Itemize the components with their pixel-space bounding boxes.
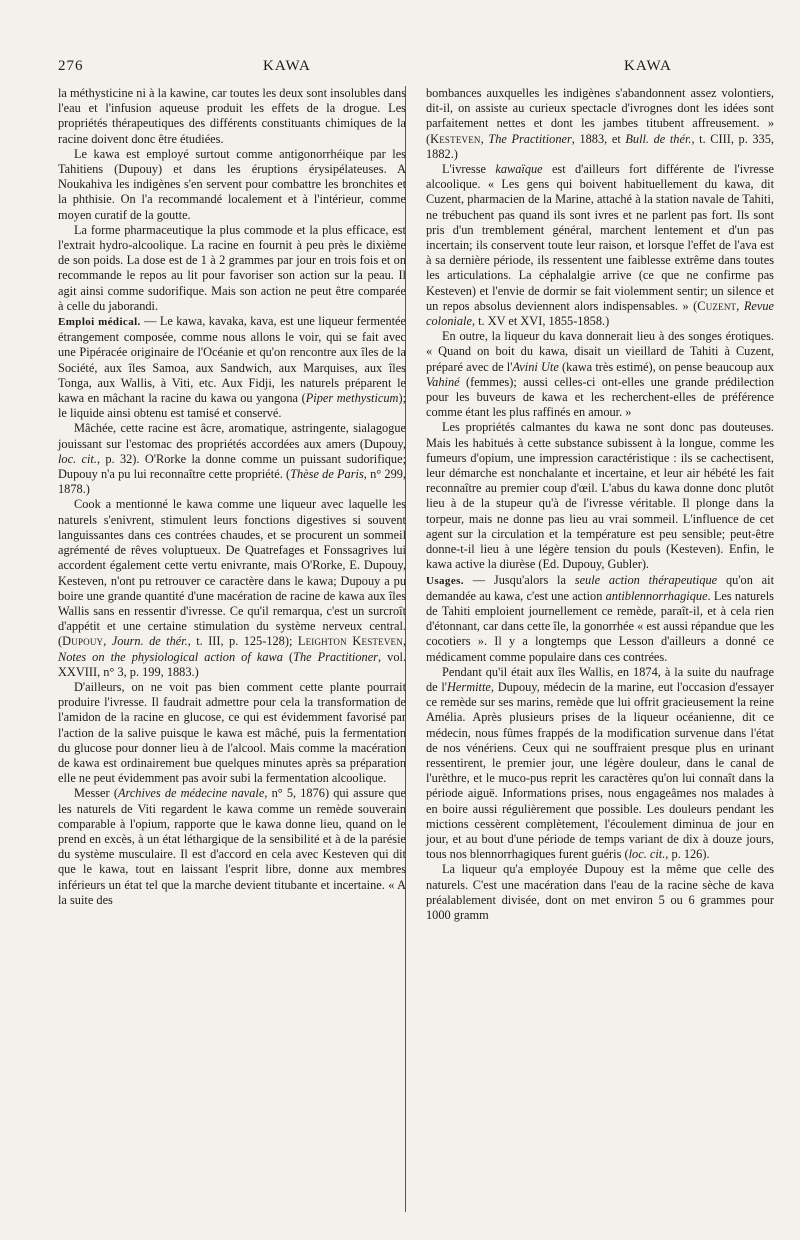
paragraph: Le kawa est employé surtout comme antigonorrhéique par les Tahitiens (Dupouy) et dans les éruptions érysipélateuses. A Noukahiva les indigènes s'en servent pour combattre les bronchites et la phthisie. On l'a recommandé localement et à l'intérieur, comme moyen curatif de la goutte.: [58, 146, 406, 222]
paragraph: Les propriétés calmantes du kawa ne sont donc pas douteuses. Mais les habitués à cette substance subissent à la longue, comme les fumeurs d'opium, une impression caractéristique : ils se cachectisent, leur démarche est nonchalante et incertaine, et leur air hébété les fait reconnaître au premier coup d'œil. L'abus du kawa donne donc plutôt lieu à de la stupeur qu'à de l'ivresse véritable. Il plonge dans la torpeur, mais ne donne pas lieu au vrai sommeil. L'influence de cet agent sur la circulation et la température est peu sensible; peut-être donne-t-il lieu à une légère tension du pouls (Kesteven). Enfin, le kawa active la diurèse (Ed. Dupouy, Gubler).: [426, 420, 774, 572]
paragraph: bombances auxquelles les indigènes s'abandonnent assez volontiers, dit-il, on assiste au curieux spectacle d'ivrognes dont les idées sont parfaitement nettes et dont les jambes titubent affreusement. » (Kesteven, The Practitioner, 1883, et Bull. de thér., t. CIII, p. 335, 1882.): [426, 86, 774, 161]
section-heading: Usages.: [426, 574, 464, 587]
paragraph-emploi-medical: Emploi médical. — Le kawa, kavaka, kava, est une liqueur fermentée étrangement composée, comme nous allons le voir, qui se fait avec une Pipéracée originaire de l'Océanie et qu'on rencontre aux îles de la Société, aux îles Samoa, aux Sandwich, aux Marquises, aux îles Tonga, aux Wallis, à Viti, etc. Aux Fidji, les naturels préparent le kawa en mâchant la racine du kawa ou yangona (Piper methysticum); le liquide ainsi obtenu est tamisé et conservé.: [58, 314, 407, 421]
paragraph: La forme pharmaceutique la plus commode et la plus efficace, est l'extrait hydro-alcoolique. La racine en fournit à peu près le dixième de son poids. La dose est de 1 à 2 grammes par jour en trois fois et on recommande le repos au lit pour favoriser son action sur la peau. Il agit ainsi comme sudorifique. Mais son action ne peut être comparée à celle du jaborandi.: [58, 222, 406, 313]
running-title-right: KAWA: [624, 58, 672, 74]
section-heading: Emploi médical.: [58, 316, 141, 329]
running-title-left: KAWA: [263, 58, 311, 74]
paragraph: D'ailleurs, on ne voit pas bien comment cette plante pourrait produire l'ivresse. Il faudrait admettre pour cela la transformation de l'amidon de la racine en glucose, ce qui est évidemment favorisé par l'action de la salive puisque le kawa est mâché, puis la fermentation du glucose pour donner lieu à de l'alcool. Mais comme la macération de kawa est ordinairement bue quelques minutes après sa préparation elle ne peut évidemment pas avoir subi la fermentation alcoolique.: [58, 679, 406, 786]
paragraph: Mâchée, cette racine est âcre, aromatique, astringente, sialagogue jouissant sur l'estomac des propriétés accordées aux amers (Dupouy, loc. cit., p. 32). O'Rorke la donne comme un puissant sudorifique; Dupouy n'a pu lui reconnaître cette propriété. (Thèse de Paris, n° 299, 1878.): [58, 421, 407, 497]
paragraph: En outre, la liqueur du kava donnerait lieu à des songes érotiques. « Quand on boit du kawa, disait un vieillard de Tahiti à Cuzent, préparé avec de l'Avini Ute (kawa très estimé), on pense beaucoup aux Vahiné (femmes); aussi celles-ci ont-elles une grande prédilection pour les buveurs de kawa et les recherchent-elles de préférence comme étant les plus raffinés en amour. »: [426, 329, 774, 420]
right-column: [426, 86, 774, 923]
text-columns: [58, 86, 774, 923]
paragraph: La liqueur qu'a employée Dupouy est la même que celle des naturels. C'est une macération dans l'eau de la racine sèche de kava préalablement divisée, dont on met environ 5 ou 6 grammes pour 1000 gramm: [426, 862, 774, 922]
running-header: [58, 58, 774, 78]
paragraph: la méthysticine ni à la kawine, car toutes les deux sont insolubles dans l'eau et l'infusion aqueuse produit les effets de la drogue. Les propriétés thérapeutiques des différents constituants chimiques de la racine doivent donc être étudiées.: [58, 86, 406, 146]
left-column: [58, 86, 406, 923]
paragraph: Pendant qu'il était aux îles Wallis, en 1874, à la suite du naufrage de l'Hermitte, Dupouy, médecin de la marine, eut l'occasion d'essayer ce remède sur ses marins, remède que lui offrit gracieusement la reine Amélia. Après plusieurs prises de la liqueur océanienne, dit ce médecin, nous fûmes frappés de la modification survenue dans l'état de nos vénériens. Ceux qui ne souffraient presque plus en urinant ressentirent, le premier jour, une légère douleur, dans le canal de l'urèthre, et le muco-pus reprit les caractères qu'on lui connaît dans la période aiguë. Informations prises, nous engageâmes nos malades à en boire aussi régulièrement que possible. Les douleurs pendant les mictions cessèrent complètement, l'écoulement diminua de jour en jour, et au bout d'une période de temps variant de dix à douze jours, tous nos blennorrhagiques furent guéris (loc. cit., p. 126).: [426, 664, 775, 862]
page-number: 276: [58, 58, 84, 74]
paragraph: Cook a mentionné le kawa comme une liqueur avec laquelle les naturels s'enivrent, stimulent leurs fonctions digestives si souvent languissantes dans ces contrées chaudes, et se procurent un sommeil agrémenté de rêves voluptueux. De Quatrefages et Fonssagrives lui accordent également cette vertu enivrante, mais O'Rorke, E. Dupouy, Kesteven, n'ont pu retrouver ce caractère dans le kawa; Dupouy a pu boire une grande quantité d'une macération de racine de kawa aux îles Wallis sans en ressentir d'ivresse. Ce qu'il remarqua, c'est un surcroît d'appétit et une certaine stimulation du système nerveux central. (Dupouy, Journ. de thér., t. III, p. 125-128); Leighton Kesteven, Notes on the physiological action of kawa (The Practitioner, vol. XXVIII, n° 3, p. 199, 1883.): [58, 497, 407, 679]
paragraph-usages: Usages. — Jusqu'alors la seule action thérapeutique qu'on ait demandée au kawa, c'est une action antiblennorrhagique. Les naturels de Tahiti emploient journellement ce remède, paraît-il, et à cela rien d'étonnant, car dans cette île, la gonorrhée « est aussi répandue que les cocotiers ». Il y a longtemps que Lesson d'ailleurs a donné ce médicament comme populaire dans ces contrées.: [426, 572, 775, 664]
paragraph: Messer (Archives de médecine navale, n° 5, 1876) qui assure que les naturels de Viti regardent le kawa comme un remède souverain comparable à l'opium, rapporte que le kawa donne lieu, quand on le prend en excès, à un état léthargique de la sensibilité et à de la parésie du système musculaire. Il est d'accord en cela avec Kesteven qui dit que le kawa, tout en laissant l'esprit libre, donne aux membres inférieurs un état tel que la marche devient titubante et incertaine. « A la suite des: [58, 786, 406, 907]
paragraph: L'ivresse kawaïque est d'ailleurs fort différente de l'ivresse alcoolique. « Les gens qui boivent habituellement du kawa, dit Cuzent, pharmacien de la Marine, attaché à la station navale de Tahiti, ne trébuchent pas quand ils sont ivres et ne parlent pas fort. Ils sont pris d'un tremblement général, marchent lentement et d'un pas incertain; ils conservent toute leur raison, et lorsque l'effet de l'ava est à sa dernière période, ils ressentent une faiblesse extrême dans toutes les articulations. La céphalalgie arrive (ce que ne confirme pas Kesteven) et l'envie de dormir se fait violemment sentir; un silence et un repos absolus deviennent alors indispensables. » (Cuzent, Revue coloniale, t. XV et XVI, 1855-1858.): [426, 162, 774, 329]
